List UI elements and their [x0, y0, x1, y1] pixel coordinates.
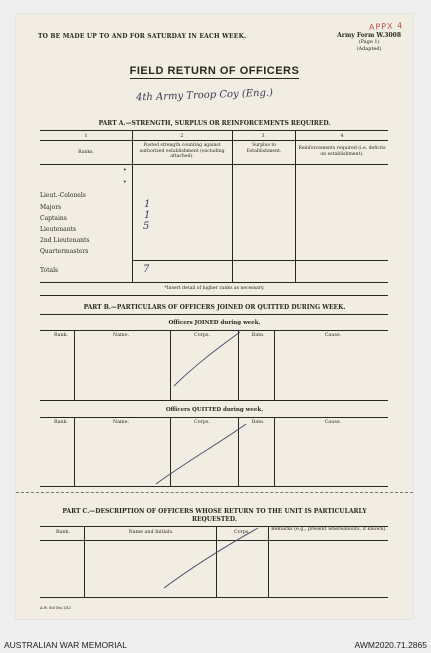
quitted-col-rank: Rank. [53, 420, 69, 425]
appendix-stamp: APPX 4 [368, 21, 404, 32]
instruction-text: TO BE MADE UP TO AND FOR SATURDAY IN EACH WEEK. [38, 33, 247, 40]
rank-quartermasters: Quartermasters [40, 248, 89, 255]
form-title-text: FIELD RETURN OF OFFICERS [129, 65, 300, 77]
posted-lieutenants: 5 [143, 221, 150, 232]
page-label: (Page 1) [358, 39, 380, 45]
joined-col-name: Name. [113, 333, 129, 338]
footer-accession: AWM2020.71.2865 [354, 640, 427, 650]
posted-captains: 1 [144, 210, 151, 221]
form-number: Army Form W.3008 [337, 32, 401, 39]
part-c-col-remarks: Remarks (e.g., present whereabouts, if known). [271, 527, 387, 532]
footer-credit: AUSTRALIAN WAR MEMORIAL [4, 640, 127, 650]
joined-col-date: Date. [251, 333, 265, 338]
strike-line-quitted [156, 424, 246, 484]
col-header-posted: Posted strength counting against authorized establishment (excluding attached). [139, 143, 225, 159]
part-c-col-corps: Corps. [234, 530, 250, 535]
rank-lieutenants: Lieutenants [40, 226, 77, 233]
col-number-4: 4 [340, 133, 344, 139]
joined-heading: Officers JOINED during week. [168, 320, 261, 326]
strike-lines [16, 14, 413, 619]
strike-line-joined [174, 332, 240, 386]
rank-lieut-colonels: Lieut.-Colonels [40, 192, 86, 199]
col-header-ranks: Ranks. [78, 150, 94, 155]
rank-2nd-lieutenants: 2nd Lieutenants [40, 237, 90, 244]
unit-handwritten: 4th Army Troop Coy (Eng.) [135, 87, 274, 104]
joined-col-corps: Corps. [194, 333, 210, 338]
part-c-col-name: Name and Initials. [128, 530, 174, 535]
part-a-footnote: *Insert detail of higher ranks as necessary. [164, 286, 265, 291]
col-number-2: 2 [180, 133, 184, 139]
col-number-3: 3 [261, 133, 265, 139]
adapted-label: (Adapted) [356, 46, 382, 52]
totals-label: Totals [40, 267, 59, 274]
insert-mark: • [123, 167, 127, 174]
quitted-heading: Officers QUITTED during week. [165, 407, 264, 413]
joined-col-rank: Rank. [53, 333, 69, 338]
col-header-surplus: Surplus to Establishment. [246, 143, 282, 154]
rank-majors: Majors [40, 204, 62, 211]
quitted-col-cause: Cause. [324, 420, 342, 425]
part-c-heading-line1: PART C.—DESCRIPTION OF OFFICERS WHOSE RETURN TO THE UNIT IS PARTICULARLY [62, 508, 367, 515]
col-header-reinforcements: Reinforcements required (i.e. deficits on establishment). [298, 146, 386, 157]
joined-col-cause: Cause. [324, 333, 342, 338]
quitted-col-date: Date. [251, 420, 265, 425]
totals-value: 7 [143, 264, 150, 275]
printer-note: A.W. Std Mn 1/43 [40, 606, 71, 610]
quitted-col-name: Name. [113, 420, 129, 425]
part-c-col-rank: Rank. [55, 530, 71, 535]
posted-majors: 1 [144, 199, 151, 210]
part-b-heading: PART B.—PARTICULARS OF OFFICERS JOINED OR QUITTED DURING WEEK. [83, 304, 346, 311]
col-number-1: 1 [84, 133, 88, 139]
insert-mark: • [123, 179, 127, 186]
strike-line-part-c [164, 528, 258, 588]
rank-captains: Captains [40, 215, 67, 222]
part-c-heading-line2: REQUESTED. [191, 516, 238, 523]
part-a-heading: PART A.—STRENGTH, SURPLUS OR REINFORCEMENTS REQUIRED. [98, 120, 331, 127]
quitted-col-corps: Corps. [194, 420, 210, 425]
form-sheet [16, 14, 413, 619]
